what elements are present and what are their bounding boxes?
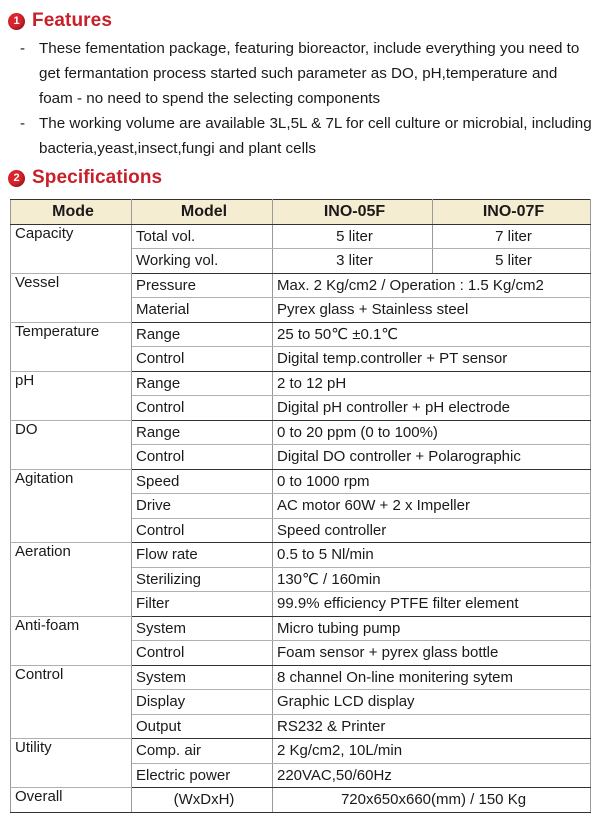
param-value: Digital temp.controller + PT sensor [273,347,591,372]
param-value: 0.5 to 5 Nl/min [273,543,591,568]
param-value: Digital pH controller + pH electrode [273,396,591,421]
param-label: System [132,616,273,641]
param-label: System [132,665,273,690]
feature-item [20,111,595,161]
param-label: Total vol. [132,224,273,249]
feature-text: The working volume are available 3L,5L & 7L for cell culture or microbial, including bacteria,yeast,insect,fungi and plant cells [39,115,592,157]
feature-text: These fementation package, featuring bioreactor, include everything you need to get fermantation process started such parameter as DO, pH,temperature and foam - no need to spend the selecting components [39,40,580,107]
param-label: Flow rate [132,543,273,568]
param-value: Pyrex glass + Stainless steel [273,298,591,323]
table-row [11,224,591,249]
param-label: Material [132,298,273,323]
param-value: 5 liter [273,224,433,249]
table-row [11,273,591,298]
param-label: Sterilizing [132,567,273,592]
table-row [11,371,591,396]
mode-do: DO [11,420,132,469]
header-mode: Mode [11,200,132,225]
param-label: Control [132,347,273,372]
features-heading [8,9,112,33]
param-value: 0 to 1000 rpm [273,469,591,494]
header-ino-07f: INO-07F [433,200,591,225]
table-row [11,322,591,347]
param-label: Speed [132,469,273,494]
param-value: Graphic LCD display [273,690,591,715]
mode-ph: pH [11,371,132,420]
mode-temperature: Temperature [11,322,132,371]
mode-antifoam: Anti-foam [11,616,132,665]
feature-item [20,36,595,111]
param-value: 3 liter [273,249,433,274]
table-row [11,665,591,690]
param-value: 0 to 20 ppm (0 to 100%) [273,420,591,445]
table-header-row [11,200,591,225]
param-value: Digital DO controller + Polarographic [273,445,591,470]
mode-utility: Utility [11,739,132,788]
param-value: 99.9% efficiency PTFE filter element [273,592,591,617]
param-value: Speed controller [273,518,591,543]
param-label: Comp. air [132,739,273,764]
mode-agitation: Agitation [11,469,132,543]
mode-capacity: Capacity [11,224,132,273]
mode-control: Control [11,665,132,739]
table-row [11,469,591,494]
param-value: 5 liter [433,249,591,274]
param-value: 8 channel On-line monitering sytem [273,665,591,690]
header-model: Model [132,200,273,225]
param-value: 720x650x660(mm) / 150 Kg [273,788,591,813]
param-label: Electric power [132,763,273,788]
mode-overall: Overall [11,788,132,813]
param-value: RS232 & Printer [273,714,591,739]
param-value: Max. 2 Kg/cm2 / Operation : 1.5 Kg/cm2 [273,273,591,298]
param-label: (WxDxH) [132,788,273,813]
features-title: Features [32,10,113,31]
param-label: Control [132,445,273,470]
param-label: Output [132,714,273,739]
param-label: Range [132,420,273,445]
features-list [20,36,595,161]
param-label: Working vol. [132,249,273,274]
specifications-table [10,199,591,813]
table-row [11,739,591,764]
param-label: Control [132,641,273,666]
param-value: Micro tubing pump [273,616,591,641]
dash-bullet: - [20,40,26,57]
param-label: Control [132,396,273,421]
param-label: Filter [132,592,273,617]
param-value: Foam sensor + pyrex glass bottle [273,641,591,666]
specifications-heading [8,166,162,190]
number-badge-icon: 2 [8,170,25,187]
param-value: 130℃ / 160min [273,567,591,592]
table-row [11,616,591,641]
table-row [11,420,591,445]
table-row [11,788,591,813]
param-value: 25 to 50℃ ±0.1℃ [273,322,591,347]
param-value: 2 Kg/cm2, 10L/min [273,739,591,764]
param-label: Range [132,322,273,347]
param-value: 2 to 12 pH [273,371,591,396]
param-label: Range [132,371,273,396]
mode-aeration: Aeration [11,543,132,617]
number-badge-icon: 1 [8,13,25,30]
table-row [11,543,591,568]
param-label: Pressure [132,273,273,298]
param-value: AC motor 60W + 2 x Impeller [273,494,591,519]
param-label: Drive [132,494,273,519]
header-ino-05f: INO-05F [273,200,433,225]
dash-bullet: - [20,115,26,132]
param-label: Control [132,518,273,543]
param-value: 220VAC,50/60Hz [273,763,591,788]
specifications-title: Specifications [32,167,163,188]
mode-vessel: Vessel [11,273,132,322]
param-value: 7 liter [433,224,591,249]
param-label: Display [132,690,273,715]
